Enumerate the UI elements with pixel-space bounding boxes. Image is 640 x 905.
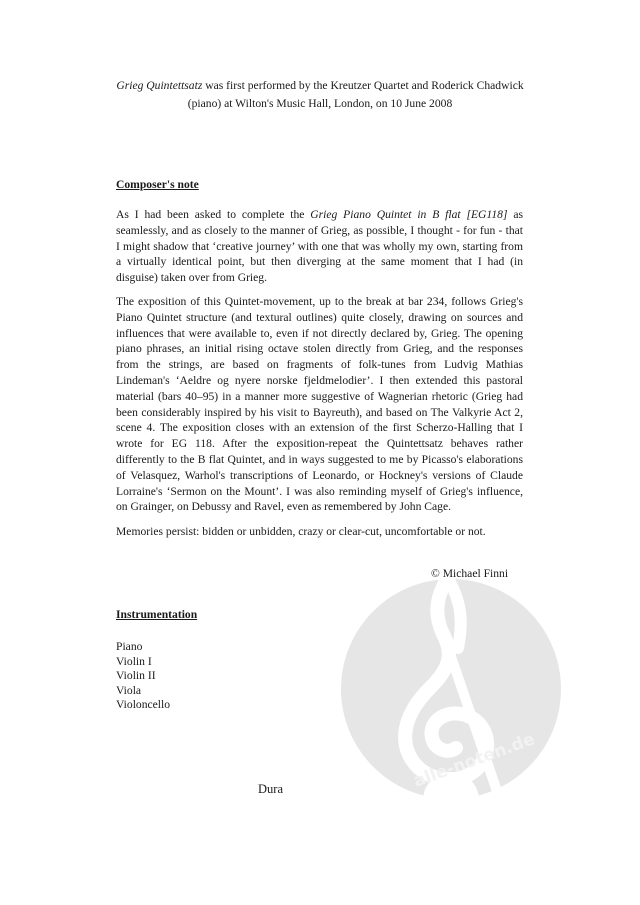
premiere-line2: (piano) at Wilton's Music Hall, London, on 10 June 2008 [187, 97, 453, 110]
instrument-item: Violin I [116, 654, 152, 668]
composers-note-heading: Composer's note [116, 178, 199, 191]
paragraph-text: as seamlessly, and as closely to the manner of Grieg, as possible, I thought - for fun - that I might shadow that ‘creative journey’ with one that was wholly my own, starting from a virtually identical point, but then diverging at the same moment that I had (in disguise) taken over from Grieg. [116, 208, 523, 285]
copyright-line: © Michael Finni [431, 567, 509, 580]
instrument-item: Viola [116, 683, 142, 697]
composers-note-paragraph-2: The exposition of this Quintet-movement, up to the break at bar 234, follows Grieg's Piano Quintet structure (and textural outlines) quite closely, drawing on sources and influences that were available to, even if not directly declared by, Grieg. The opening piano phrases, an initial rising octave stolen directly from Grieg, and the responses from the strings, are based on fragments of folk-tunes from Ludvig Mathias Lindeman's ‘Aeldre og nyere norske fjeldmelodier’. I then extended this pastoral material (bars 40–95) in a manner more suggestive of Wagnerian rhetoric (Grieg had been considerably inspired by his visit to Bayreuth), and based on The Valkyrie Act 2, scene 4. The exposition closes with an extension of the first Scherzo-Halling that I wrote for EG 118. After the exposition-repeat the Quintettsatz behaves rather differently to the B flat Quintet, and in ways suggested to me by Picasso's elaborations of Velasquez, Warhol's transcriptions of Leonardo, or Hockney's versions of Claude Lorraine's ‘Sermon on the Mount’. I was also reminding myself of Grieg's influence, on Grainger, on Debussy and Ravel, even as remembered by John Cage. [116, 295, 523, 514]
duration-label: Dura [258, 782, 283, 796]
premiere-line1: was first performed by the Kreutzer Quartet and Roderick Chadwick [202, 79, 524, 92]
instrument-item: Piano [116, 640, 143, 653]
composers-note-paragraph-3: Memories persist: bidden or unbidden, crazy or clear-cut, uncomfortable or not. [116, 525, 486, 538]
work-title: Grieg Quintettsatz [116, 79, 203, 92]
work-reference: Grieg Piano Quintet in B flat [EG118] [310, 208, 508, 221]
instrument-list [116, 640, 170, 713]
composers-note-paragraph-1 [116, 207, 523, 286]
svg-text:alle-noten.de: alle-noten.de [411, 729, 538, 792]
instrument-item: Violoncello [116, 698, 171, 712]
instrument-item: Violin II [116, 669, 156, 683]
premiere-info [100, 77, 540, 113]
paragraph-text: As I had been asked to complete the [116, 208, 311, 221]
instrumentation-heading: Instrumentation [116, 608, 198, 621]
